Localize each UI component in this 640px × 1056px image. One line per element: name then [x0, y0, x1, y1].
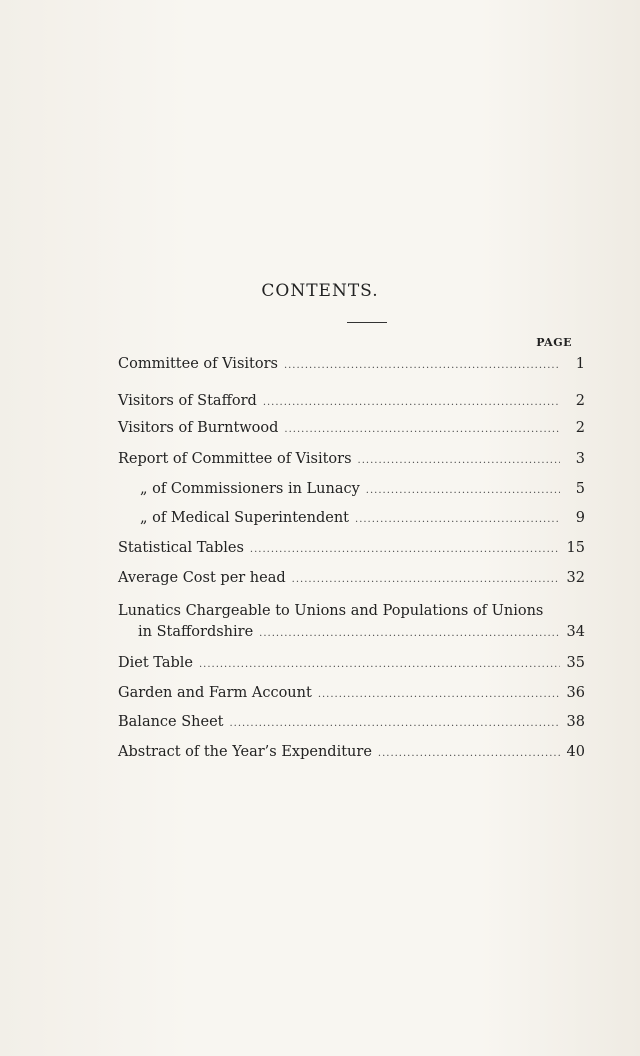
- toc-entry-title: Average Cost per head: [118, 570, 286, 586]
- toc-entry-report-of-committee: [118, 451, 585, 467]
- toc-entry-page: 36: [566, 685, 585, 701]
- toc-entry-visitors-of-stafford: [118, 393, 585, 409]
- leader-dots: [230, 718, 561, 729]
- toc-entry-title: in Staffordshire: [138, 624, 254, 640]
- toc-entry-page: 40: [566, 744, 585, 760]
- leader-dots: [259, 628, 560, 639]
- page-column-label: PAGE: [536, 336, 572, 349]
- toc-entry-average-cost: [118, 570, 585, 586]
- toc-entry-title: Balance Sheet: [118, 714, 224, 730]
- leader-dots: [250, 544, 560, 555]
- toc-entry-medical-superintendent: [118, 510, 585, 526]
- toc-entry-balance-sheet: [118, 714, 585, 730]
- toc-entry-page: 38: [566, 714, 585, 730]
- toc-entry-page: 5: [575, 481, 585, 497]
- toc-entry-page: 3: [575, 451, 585, 467]
- toc-entry-title: Visitors of Stafford: [118, 393, 257, 409]
- toc-entry-title: „ of Commissioners in Lunacy: [140, 481, 360, 497]
- toc-entry-page: 34: [566, 624, 585, 640]
- toc-entry-lunatics-chargeable: [118, 624, 585, 640]
- toc-entry-title: Committee of Visitors: [118, 356, 278, 372]
- toc-entry-title: Report of Committee of Visitors: [118, 451, 352, 467]
- toc-entry-title: Visitors of Burntwood: [118, 420, 279, 436]
- toc-entry-page: 2: [575, 420, 585, 436]
- toc-entry-lunatics-chargeable-line1: Lunatics Chargeable to Unions and Populations of Unions: [118, 603, 544, 619]
- contents-heading: CONTENTS.: [261, 281, 379, 301]
- toc-entry-page: 32: [566, 570, 585, 586]
- toc-entry-visitors-of-burntwood: [118, 420, 585, 436]
- toc-entry-diet-table: [118, 655, 585, 671]
- leader-dots: [292, 574, 560, 585]
- toc-entry-title: Diet Table: [118, 655, 193, 671]
- leader-dots: [358, 455, 560, 466]
- toc-entry-page: 35: [566, 655, 585, 671]
- toc-entry-page: 2: [575, 393, 585, 409]
- toc-entry-title: „ of Medical Superintendent: [140, 510, 350, 526]
- toc-entry-page: 1: [575, 356, 585, 372]
- toc-entry-page: 9: [575, 510, 585, 526]
- leader-dots: [355, 514, 560, 525]
- leader-dots: [318, 689, 560, 700]
- leader-dots: [263, 397, 560, 408]
- leader-dots: [199, 659, 560, 670]
- toc-entry-title: Abstract of the Year’s Expenditure: [118, 744, 372, 760]
- toc-entry-title: Garden and Farm Account: [118, 685, 312, 701]
- leader-dots: [378, 748, 560, 759]
- leader-dots: [284, 424, 560, 435]
- toc-entry-commissioners-in-lunacy: [118, 481, 585, 497]
- heading-rule: [347, 322, 387, 323]
- toc-entry-abstract-expenditure: [118, 744, 585, 760]
- leader-dots: [284, 360, 560, 371]
- toc-entry-page: 15: [566, 540, 585, 556]
- toc-entry-garden-and-farm: [118, 685, 585, 701]
- toc-entry-title: Statistical Tables: [118, 540, 244, 556]
- leader-dots: [366, 485, 560, 496]
- toc-entry-statistical-tables: [118, 540, 585, 556]
- toc-entry-committee-of-visitors: [118, 356, 585, 372]
